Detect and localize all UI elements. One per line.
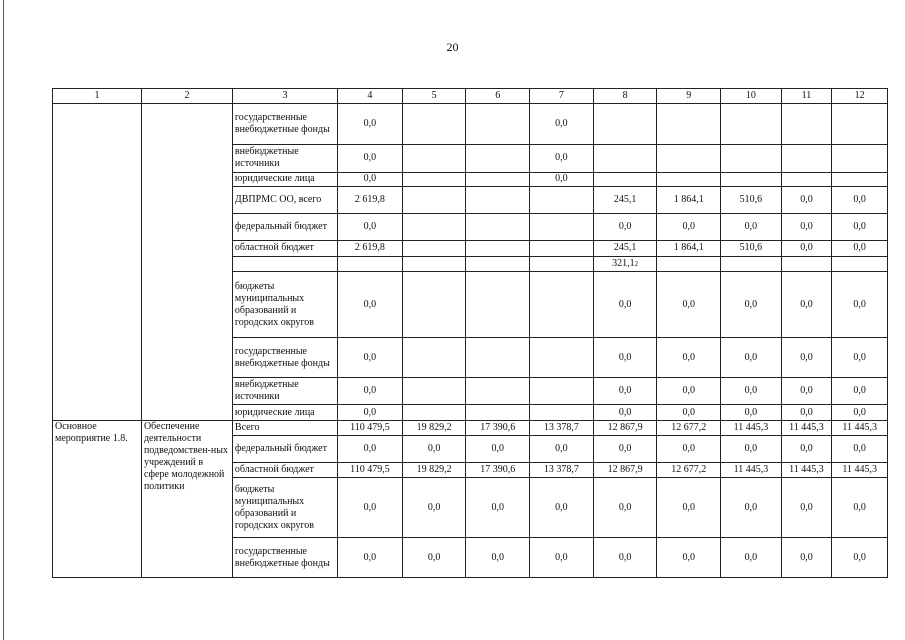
value-cell-col-12 (832, 186, 888, 213)
value-cell-col-11 (781, 145, 832, 172)
value-text: 245,1 (613, 194, 637, 206)
value-cell-col-4 (338, 405, 403, 420)
value-text: 0,0 (853, 551, 866, 563)
value-cell-col-9 (657, 538, 721, 578)
value-cell-col-5 (402, 240, 466, 256)
value-text: 0,0 (800, 385, 813, 397)
value-text: 0,0 (618, 406, 632, 418)
funding-source-label: внебюджетные источники (232, 145, 337, 172)
value-text: 1 864,1 (673, 242, 704, 254)
value-text: 0,0 (363, 442, 377, 454)
funding-source-label: юридические лица (232, 405, 337, 420)
value-text: 0,0 (682, 406, 695, 418)
funding-source-label: ДВПРМС ОО, всего (232, 186, 337, 213)
value-cell-col-6 (466, 104, 530, 145)
value-text: 0,0 (363, 351, 377, 363)
value-cell-col-10 (721, 104, 782, 145)
value-text: 0,0 (363, 501, 377, 513)
value-cell-col-7 (530, 538, 594, 578)
value-cell-col-7 (530, 257, 594, 272)
value-text: 12 867,9 (607, 463, 643, 475)
value-cell-col-11 (781, 214, 832, 240)
value-cell-col-5 (402, 436, 466, 462)
value-text: 0,0 (363, 298, 377, 310)
value-cell-col-10 (721, 257, 782, 272)
value-cell-col-11 (781, 257, 832, 272)
value-cell-col-10 (721, 214, 782, 240)
value-text: 0,0 (853, 385, 866, 397)
header-cell-5: 5 (402, 89, 466, 104)
value-cell-col-10 (721, 272, 782, 338)
value-cell-col-4 (338, 272, 403, 338)
header-cell-11: 11 (781, 89, 832, 104)
value-cell-col-11 (781, 405, 832, 420)
value-cell-col-12 (832, 405, 888, 420)
value-text: 11 445,3 (789, 421, 824, 433)
value-cell-col-8 (593, 145, 657, 172)
value-cell-col-12 (832, 338, 888, 378)
value-cell-col-11 (781, 377, 832, 404)
value-cell-col-12 (832, 145, 888, 172)
value-text: 0,0 (853, 406, 866, 418)
value-cell-col-4 (338, 257, 403, 272)
value-text: 0,0 (363, 220, 377, 232)
value-cell-col-5 (402, 145, 466, 172)
header-cell-4: 4 (338, 89, 403, 104)
value-cell-col-4 (338, 240, 403, 256)
value-text: 19 829,2 (416, 463, 452, 475)
value-text: 0,0 (853, 220, 866, 232)
value-cell-col-4 (338, 436, 403, 462)
value-text: 11 445,3 (733, 463, 769, 475)
value-text: 321,1 (612, 258, 635, 270)
value-cell-col-5 (402, 257, 466, 272)
value-cell-col-7 (530, 377, 594, 404)
funding-source-label: Всего (232, 420, 337, 435)
value-text: 0,0 (744, 351, 758, 363)
value-text: 13 378,7 (543, 421, 579, 433)
value-text: 0,0 (618, 298, 632, 310)
value-text: 0,0 (682, 501, 695, 513)
value-cell-col-7 (530, 272, 594, 338)
value-text: 0,0 (682, 351, 695, 363)
value-cell-col-9 (657, 214, 721, 240)
value-text: 0,0 (744, 442, 758, 454)
value-text: 0,0 (800, 406, 813, 418)
value-cell-col-6 (466, 420, 530, 435)
value-cell-col-6 (466, 338, 530, 378)
value-cell-col-11 (781, 172, 832, 186)
value-cell-col-6 (466, 214, 530, 240)
header-cell-2: 2 (141, 89, 232, 104)
value-cell-col-5 (402, 214, 466, 240)
value-cell-col-9 (657, 477, 721, 537)
value-cell-col-11 (781, 338, 832, 378)
value-cell-col-10 (721, 477, 782, 537)
value-text: 0,0 (618, 551, 632, 563)
value-text: 0,0 (800, 351, 813, 363)
value-text: 0,0 (427, 501, 441, 513)
value-text: 0,0 (800, 501, 813, 513)
value-cell-col-10 (721, 405, 782, 420)
header-cell-12: 12 (832, 89, 888, 104)
value-text: 510,6 (739, 194, 763, 206)
value-cell-col-11 (781, 186, 832, 213)
value-cell-col-5 (402, 538, 466, 578)
value-cell-col-9 (657, 462, 721, 477)
value-text: 510,6 (739, 242, 763, 254)
header-cell-8: 8 (593, 89, 657, 104)
value-cell-col-7 (530, 420, 594, 435)
value-text: 0,0 (618, 442, 632, 454)
value-text: 0,0 (363, 152, 377, 164)
value-cell-col-8 (593, 377, 657, 404)
prev-event-code-cell (53, 104, 142, 420)
value-cell-col-12 (832, 377, 888, 404)
value-text: 0,0 (491, 501, 504, 513)
value-text: 11 445,3 (733, 421, 769, 433)
value-text: 0,0 (744, 298, 758, 310)
value-cell-col-9 (657, 338, 721, 378)
value-cell-col-10 (721, 420, 782, 435)
value-cell-col-7 (530, 338, 594, 378)
event-name: Обеспечение деятельности подведомствен-ных учреждений в сфере молодежной политики (141, 420, 232, 577)
value-text: 12 867,9 (607, 421, 643, 433)
value-text: 0,0 (744, 406, 758, 418)
value-cell-col-11 (781, 538, 832, 578)
value-cell-col-9 (657, 272, 721, 338)
value-cell-col-8 (593, 538, 657, 578)
funding-source-label: федеральный бюджет (232, 436, 337, 462)
value-cell-col-7 (530, 172, 594, 186)
value-text: 0,0 (427, 442, 441, 454)
value-cell-col-8 (593, 186, 657, 213)
header-cell-10: 10 (721, 89, 782, 104)
value-text: 0,0 (363, 173, 377, 185)
value-cell-col-10 (721, 172, 782, 186)
value-text: 0,0 (853, 351, 866, 363)
value-text: 110 479,5 (350, 463, 390, 475)
value-cell-col-5 (402, 477, 466, 537)
value-cell-col-9 (657, 145, 721, 172)
value-cell-col-12 (832, 257, 888, 272)
value-cell-col-5 (402, 462, 466, 477)
value-text: 17 390,6 (480, 421, 516, 433)
value-text: 0,0 (491, 442, 504, 454)
value-cell-col-12 (832, 538, 888, 578)
value-text: 0,0 (363, 551, 377, 563)
page-left-border (3, 0, 4, 640)
value-cell-col-12 (832, 172, 888, 186)
value-cell-col-8 (593, 338, 657, 378)
value-cell-col-7 (530, 240, 594, 256)
value-text: 0,0 (800, 220, 813, 232)
value-cell-col-10 (721, 538, 782, 578)
value-cell-col-12 (832, 214, 888, 240)
value-text: 0,0 (853, 242, 866, 254)
value-cell-col-8 (593, 477, 657, 537)
value-cell-col-9 (657, 405, 721, 420)
value-cell-col-5 (402, 272, 466, 338)
value-cell-col-8 (593, 240, 657, 256)
value-cell-col-7 (530, 186, 594, 213)
value-cell-col-7 (530, 436, 594, 462)
value-cell-col-4 (338, 377, 403, 404)
footnote-marker: 2 (634, 260, 639, 269)
value-cell-col-5 (402, 186, 466, 213)
value-cell-col-11 (781, 462, 832, 477)
value-cell-col-6 (466, 257, 530, 272)
value-cell-col-11 (781, 420, 832, 435)
value-cell-col-6 (466, 145, 530, 172)
value-cell-col-12 (832, 272, 888, 338)
value-text: 0,0 (618, 220, 632, 232)
value-text: 0,0 (744, 501, 758, 513)
value-cell-col-10 (721, 145, 782, 172)
header-cell-7: 7 (530, 89, 594, 104)
value-cell-col-4 (338, 338, 403, 378)
budget-table (52, 88, 888, 578)
table-row (53, 420, 888, 435)
value-cell-col-8 (593, 405, 657, 420)
value-text: 19 829,2 (416, 421, 452, 433)
value-text: 0,0 (491, 551, 504, 563)
value-text: 0,0 (618, 385, 632, 397)
value-cell-col-6 (466, 240, 530, 256)
value-cell-col-5 (402, 377, 466, 404)
value-text: 11 445,3 (789, 463, 824, 475)
value-cell-col-7 (530, 477, 594, 537)
value-cell-col-11 (781, 240, 832, 256)
value-text: 17 390,6 (480, 463, 516, 475)
value-cell-col-4 (338, 104, 403, 145)
table-row (53, 104, 888, 145)
prev-event-name-cell (141, 104, 232, 420)
value-cell-col-4 (338, 145, 403, 172)
value-cell-col-5 (402, 405, 466, 420)
value-cell-col-9 (657, 257, 721, 272)
funding-source-label (232, 257, 337, 272)
value-cell-col-5 (402, 104, 466, 145)
value-text: 0,0 (800, 442, 813, 454)
funding-source-label: внебюджетные источники (232, 377, 337, 404)
value-cell-col-12 (832, 420, 888, 435)
header-cell-9: 9 (657, 89, 721, 104)
value-cell-col-10 (721, 462, 782, 477)
value-text: 110 479,5 (350, 421, 390, 433)
value-text: 0,0 (427, 551, 441, 563)
value-cell-col-11 (781, 436, 832, 462)
value-cell-col-10 (721, 436, 782, 462)
value-text: 0,0 (363, 406, 377, 418)
value-cell-col-5 (402, 338, 466, 378)
value-text: 2 619,8 (354, 242, 385, 254)
value-text: 12 677,2 (671, 421, 707, 433)
value-cell-col-8 (593, 104, 657, 145)
value-text: 0,0 (363, 118, 377, 130)
value-cell-col-9 (657, 420, 721, 435)
value-cell-col-4 (338, 538, 403, 578)
value-text: 0,0 (555, 118, 568, 130)
value-cell-col-12 (832, 104, 888, 145)
value-cell-col-9 (657, 240, 721, 256)
value-cell-col-6 (466, 462, 530, 477)
funding-source-label: государственные внебюджетные фонды (232, 338, 337, 378)
funding-source-label: государственные внебюджетные фонды (232, 538, 337, 578)
value-text: 0,0 (853, 442, 866, 454)
value-text: 0,0 (744, 385, 758, 397)
value-cell-col-6 (466, 436, 530, 462)
header-cell-3: 3 (232, 89, 337, 104)
value-text: 0,0 (682, 298, 695, 310)
value-text: 11 445,3 (842, 421, 877, 433)
value-cell-col-6 (466, 272, 530, 338)
value-cell-col-8 (593, 272, 657, 338)
value-text: 245,1 (613, 242, 637, 254)
value-text: 0,0 (853, 298, 866, 310)
value-text: 0,0 (800, 242, 813, 254)
funding-source-label: областной бюджет (232, 240, 337, 256)
value-cell-col-4 (338, 477, 403, 537)
value-cell-col-11 (781, 272, 832, 338)
value-text: 0,0 (800, 194, 813, 206)
value-cell-col-10 (721, 186, 782, 213)
value-text: 0,0 (618, 501, 632, 513)
value-cell-col-6 (466, 477, 530, 537)
page-number: 20 (446, 40, 459, 54)
value-cell-col-9 (657, 172, 721, 186)
funding-source-label: государственные внебюджетные фонды (232, 104, 337, 145)
event-code: Основное мероприятие 1.8. (53, 420, 142, 577)
value-cell-col-7 (530, 462, 594, 477)
value-cell-col-6 (466, 186, 530, 213)
value-text: 0,0 (744, 551, 758, 563)
value-text: 0,0 (555, 152, 568, 164)
header-cell-1: 1 (53, 89, 142, 104)
value-cell-col-9 (657, 436, 721, 462)
value-cell-col-6 (466, 172, 530, 186)
value-cell-col-8 (593, 436, 657, 462)
value-text: 0,0 (800, 551, 813, 563)
value-cell-col-6 (466, 377, 530, 404)
value-cell-col-9 (657, 377, 721, 404)
funding-source-label: бюджеты муниципальных образований и городских округов (232, 477, 337, 537)
value-text: 0,0 (744, 220, 758, 232)
value-text: 0,0 (618, 351, 632, 363)
value-cell-col-12 (832, 477, 888, 537)
value-cell-col-8 (593, 172, 657, 186)
value-cell-col-4 (338, 420, 403, 435)
value-text: 0,0 (853, 194, 866, 206)
value-cell-col-8 (593, 462, 657, 477)
value-text: 0,0 (555, 442, 568, 454)
funding-source-label: областной бюджет (232, 462, 337, 477)
value-text: 0,0 (682, 385, 695, 397)
value-text: 0,0 (555, 501, 568, 513)
value-text: 0,0 (555, 173, 568, 185)
value-cell-col-8 (593, 257, 657, 272)
value-cell-col-7 (530, 214, 594, 240)
value-cell-col-4 (338, 186, 403, 213)
value-cell-col-11 (781, 477, 832, 537)
value-cell-col-7 (530, 405, 594, 420)
value-cell-col-5 (402, 172, 466, 186)
value-text: 0,0 (682, 551, 695, 563)
funding-source-label: юридические лица (232, 172, 337, 186)
funding-source-label: бюджеты муниципальных образований и городских округов (232, 272, 337, 338)
value-text: 13 378,7 (543, 463, 579, 475)
value-cell-col-10 (721, 240, 782, 256)
value-cell-col-8 (593, 420, 657, 435)
value-cell-col-10 (721, 338, 782, 378)
value-text: 0,0 (363, 385, 377, 397)
header-cell-6: 6 (466, 89, 530, 104)
value-cell-col-4 (338, 462, 403, 477)
value-cell-col-8 (593, 214, 657, 240)
value-text: 1 864,1 (673, 194, 704, 206)
value-cell-col-12 (832, 436, 888, 462)
value-cell-col-5 (402, 420, 466, 435)
value-cell-col-7 (530, 104, 594, 145)
value-cell-col-6 (466, 538, 530, 578)
value-cell-col-4 (338, 214, 403, 240)
value-cell-col-6 (466, 405, 530, 420)
value-cell-col-9 (657, 104, 721, 145)
value-text: 0,0 (800, 298, 813, 310)
value-cell-col-4 (338, 172, 403, 186)
value-cell-col-10 (721, 377, 782, 404)
value-cell-col-11 (781, 104, 832, 145)
value-cell-col-12 (832, 240, 888, 256)
value-cell-col-7 (530, 145, 594, 172)
value-text: 12 677,2 (671, 463, 707, 475)
value-text: 0,0 (682, 220, 695, 232)
value-cell-col-9 (657, 186, 721, 213)
value-text: 11 445,3 (842, 463, 877, 475)
value-text: 2 619,8 (354, 194, 385, 206)
value-cell-col-12 (832, 462, 888, 477)
value-text: 0,0 (555, 551, 568, 563)
value-text: 0,0 (853, 501, 866, 513)
funding-source-label: федеральный бюджет (232, 214, 337, 240)
value-text: 0,0 (682, 442, 695, 454)
